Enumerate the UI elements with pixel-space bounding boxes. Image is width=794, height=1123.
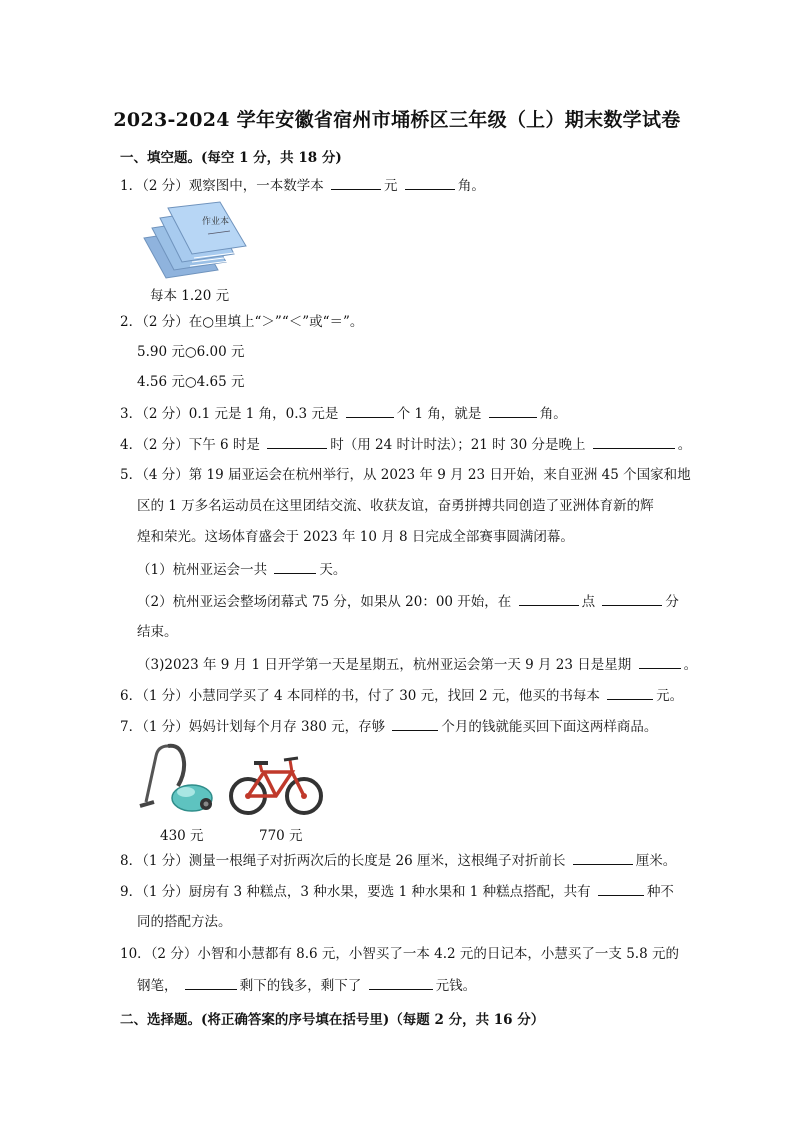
question-5-sub-1: （1）杭州亚运会一共 天。: [137, 559, 346, 580]
book-price-caption: 每本 1.20 元: [150, 288, 230, 304]
question-6: 6．（1 分）小慧同学买了 4 本同样的书，付了 30 元，找回 2 元，他买的书每本 元。: [120, 685, 683, 706]
answer-blank[interactable]: [607, 685, 653, 700]
book-stack-image: [138, 200, 258, 280]
answer-blank[interactable]: [392, 716, 438, 731]
answer-blank[interactable]: [405, 175, 455, 190]
question-9: 9．（1 分）厨房有 3 种糕点，3 种水果，要选 1 种水果和 1 种糕点搭配，共有 种不: [120, 881, 674, 902]
answer-blank[interactable]: [185, 975, 237, 990]
question-5-line-3: 煌和荣光。这场体育盛会于 2023 年 10 月 8 日完成全部赛事圆满闭幕。: [137, 529, 574, 545]
answer-blank[interactable]: [519, 591, 579, 606]
question-8: 8．（1 分）测量一根绳子对折两次后的长度是 26 厘米，这根绳子对折前长 厘米。: [120, 850, 676, 871]
question-10: 10．（2 分）小智和小慧都有 8.6 元，小智买了一本 4.2 元的日记本，小慧买了一支 5.8 元的: [120, 946, 679, 962]
question-5-sub-3: （3)2023 年 9 月 1 日开学第一天是星期五，杭州亚运会第一天 9 月 23 日是星期 。: [137, 654, 697, 675]
section-1-heading: 一、填空题。(每空 1 分，共 18 分): [120, 150, 342, 166]
answer-blank[interactable]: [267, 434, 327, 449]
question-4: 4．（2 分）下午 6 时是 时（用 24 时计时法）；21 时 30 分是晚上 。: [120, 434, 691, 455]
answer-blank[interactable]: [274, 559, 316, 574]
question-7: 7．（1 分）妈妈计划每个月存 380 元，存够 个月的钱就能买回下面这两样商品。: [120, 716, 657, 737]
answer-blank[interactable]: [598, 881, 644, 896]
question-5-line-1: 5．（4 分）第 19 届亚运会在杭州举行，从 2023 年 9 月 23 日开始，来自亚洲 45 个国家和地: [120, 467, 691, 483]
question-10-cont: 钢笔， 剩下的钱多，剩下了 元钱。: [137, 975, 476, 996]
answer-blank[interactable]: [639, 654, 681, 669]
question-3: 3．（2 分）0.1 元是 1 角，0.3 元是 个 1 角，就是 角。: [120, 403, 567, 424]
question-5-line-2: 区的 1 万多名运动员在这里团结交流、收获友谊，奋勇拼搏共同创造了亚洲体育新的辉: [137, 498, 654, 514]
question-5-sub-2-cont: 结束。: [137, 624, 178, 640]
page-title: 2023-2024 学年安徽省宿州市埇桥区三年级（上）期末数学试卷: [113, 109, 681, 131]
question-5-sub-2: （2）杭州亚运会整场闭幕式 75 分，如果从 20：00 开始，在 点 分: [137, 591, 679, 612]
question-9-cont: 同的搭配方法。: [137, 914, 232, 930]
question-1: 1．（2 分）观察图中，一本数学本 元 角。: [120, 175, 485, 196]
answer-blank[interactable]: [346, 403, 394, 418]
section-2-heading: 二、选择题。(将正确答案的序号填在括号里)（每题 2 分，共 16 分）: [120, 1012, 545, 1028]
book-cover-label: 作业本: [202, 217, 230, 227]
bicycle-image: [228, 752, 324, 822]
vacuum-cleaner-image: [138, 740, 218, 820]
answer-blank[interactable]: [331, 175, 381, 190]
compare-row-2: 4.56 元○4.65 元: [137, 374, 245, 390]
answer-blank[interactable]: [593, 434, 675, 449]
question-2: 2．（2 分）在○里填上“＞”“＜”或“＝”。: [120, 314, 364, 330]
answer-blank[interactable]: [489, 403, 537, 418]
answer-blank[interactable]: [573, 850, 633, 865]
bicycle-price-caption: 770 元: [259, 828, 303, 844]
compare-row-1: 5.90 元○6.00 元: [137, 344, 245, 360]
vacuum-price-caption: 430 元: [160, 828, 204, 844]
answer-blank[interactable]: [369, 975, 433, 990]
answer-blank[interactable]: [602, 591, 662, 606]
